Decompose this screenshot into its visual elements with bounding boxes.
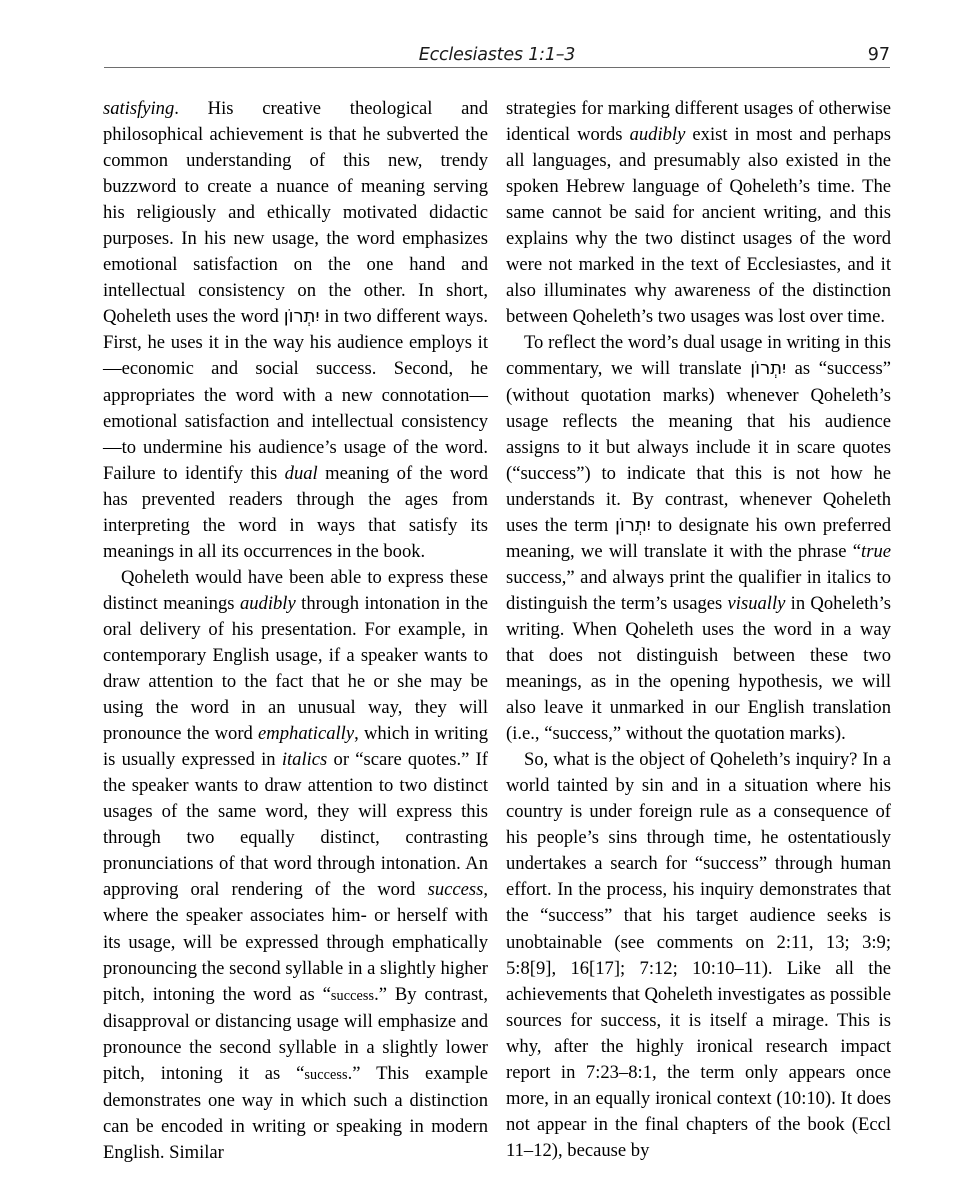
- emphasis-text: dual: [284, 462, 318, 484]
- text-column-right: [506, 96, 891, 1161]
- body-text: meaning of the word has prevented readers through the ages from interpreting the word in ways that satisfy its meanings in all its occurrences in the book.: [103, 462, 488, 562]
- paragraph: [506, 330, 891, 747]
- emphasis-text: italics: [281, 749, 328, 771]
- body-text: To reflect the word’s dual usage in writing in this commentary, we will translate: [506, 332, 891, 380]
- emphasis-text: visually: [727, 592, 786, 614]
- emphasis-text: audibly: [239, 592, 296, 614]
- paragraph: [506, 96, 891, 330]
- paragraph: [506, 747, 891, 1164]
- body-text: in two different ways. First, he uses it in the way his audience employs it—economic and social success. Second, he appropriates the word with a new connotation—emotional satisfaction and intellectual consistency—to undermine his audience’s usage of the word. Failure to identify this: [103, 306, 489, 484]
- body-text: to designate his own preferred meaning, we will translate it with the phrase “: [506, 514, 891, 562]
- body-text: , where the speaker associates him- or herself with its usage, will be expressed through emphatically pronouncing the second syllable in a slightly higher pitch, intoning the word as “: [103, 879, 488, 1005]
- body-text: So, what is the object of Qoheleth’s inquiry? In a world tainted by sin and in a situation where his country is under foreign rule as a consequence of his people’s sins through time, he ostentatiously undertakes a search for “success” through human effort. In the process, his inquiry demonstrates that the “success” that his target audience seeks is unobtainable (see comments on 2:11, 13; 3:9; 5:8[9], 16[17]; 7:12; 10:10–11). Like all the achievements that Qoheleth investigates as possible sources for success, it is itself a mirage. This is why, after the highly ironical research impact report in 7:23–8:1, the term only appears once more, in an equally ironical context (10:10). It does not appear in the final chapters of the book (Eccl 11–12), because by: [506, 749, 891, 1161]
- body-text: strategies for marking different usages of otherwise identical words: [506, 98, 891, 146]
- body-text: success,” and always print the qualifier in italics to distinguish the term’s usages: [506, 566, 891, 614]
- page-number: 97: [867, 45, 890, 65]
- body-text: .” This example demonstrates one way in which such a distinction can be encoded in writing or speaking in modern English. Similar: [103, 1062, 488, 1163]
- body-text: exist in most and perhaps all languages, and presumably also existed in the spoken Hebrew language of Qoheleth’s time. The same cannot be said for ancient writing, and this explains why the two distinct usages of the word were not marked in the text of Ecclesiastes, and it also illuminates why awareness of the distinction between Qoheleth’s two usages was lost over time.: [506, 124, 891, 328]
- text-column-left: [103, 96, 489, 1163]
- intoned-word: success: [330, 987, 375, 1004]
- emphasis-text: audibly: [629, 124, 686, 146]
- emphasis-text: emphatically: [258, 723, 355, 745]
- body-columns: [103, 96, 891, 1163]
- paragraph: [103, 96, 488, 565]
- emphasis-text: success: [427, 879, 484, 901]
- paragraph: [103, 565, 488, 1166]
- body-text: . His creative theological and philosophical achievement is that he subverted the common understanding of this new, trendy buzzword to create a nuance of meaning serving his religiously and ethically motivated didactic purposes. In his new usage, the word emphasizes emotional satisfaction on the one hand and intellectual consistency on the other. In short, Qoheleth uses the word: [103, 98, 488, 328]
- running-head-title: Ecclesiastes 1:1–3: [418, 45, 576, 65]
- body-text: Qoheleth would have been able to express these distinct meanings: [103, 566, 488, 614]
- body-text: in Qoheleth’s writing. When Qoheleth uses the word in a way that does not distinguish between these two meanings, as in the opening hypothesis, we will also leave it unmarked in our English translation (i.e., “success,” without the quotation marks).: [506, 592, 891, 745]
- body-text: , which in writing is usually expressed in: [103, 723, 488, 771]
- intoned-word: success: [304, 1066, 348, 1083]
- body-text: or “scare quotes.” If the speaker wants to draw attention to two distinct usages of the same word, they will express this through two equally distinct, contrasting pronunciations of that word through intonation. An approving oral rendering of the word: [103, 749, 489, 901]
- emphasis-text: satisfying: [103, 98, 175, 119]
- body-text: as “success” (without quotation marks) whenever Qoheleth’s usage reflects the meaning that his audience assigns to it but always include it in scare quotes (“success”) to indicate that this is not how he understands it. By contrast, whenever Qoheleth uses the term: [506, 358, 891, 536]
- hebrew-term: יִתְרוֹן: [750, 358, 787, 380]
- emphasis-text: true: [861, 540, 891, 562]
- body-text: through intonation in the oral delivery of his presentation. For example, in contemporary English usage, if a speaker wants to draw attention to the fact that he or she may be using the word in an unusual way, they will pronounce the word: [103, 592, 488, 745]
- body-text: .” By contrast, disapproval or distancing usage will emphasize and pronounce the second syllable in a slightly lower pitch, intoning it as “: [103, 983, 488, 1084]
- hebrew-term: יִתְרוֹן: [615, 514, 651, 536]
- hebrew-term: יִתְרוֹן: [283, 306, 320, 328]
- running-head-rule: [104, 67, 890, 68]
